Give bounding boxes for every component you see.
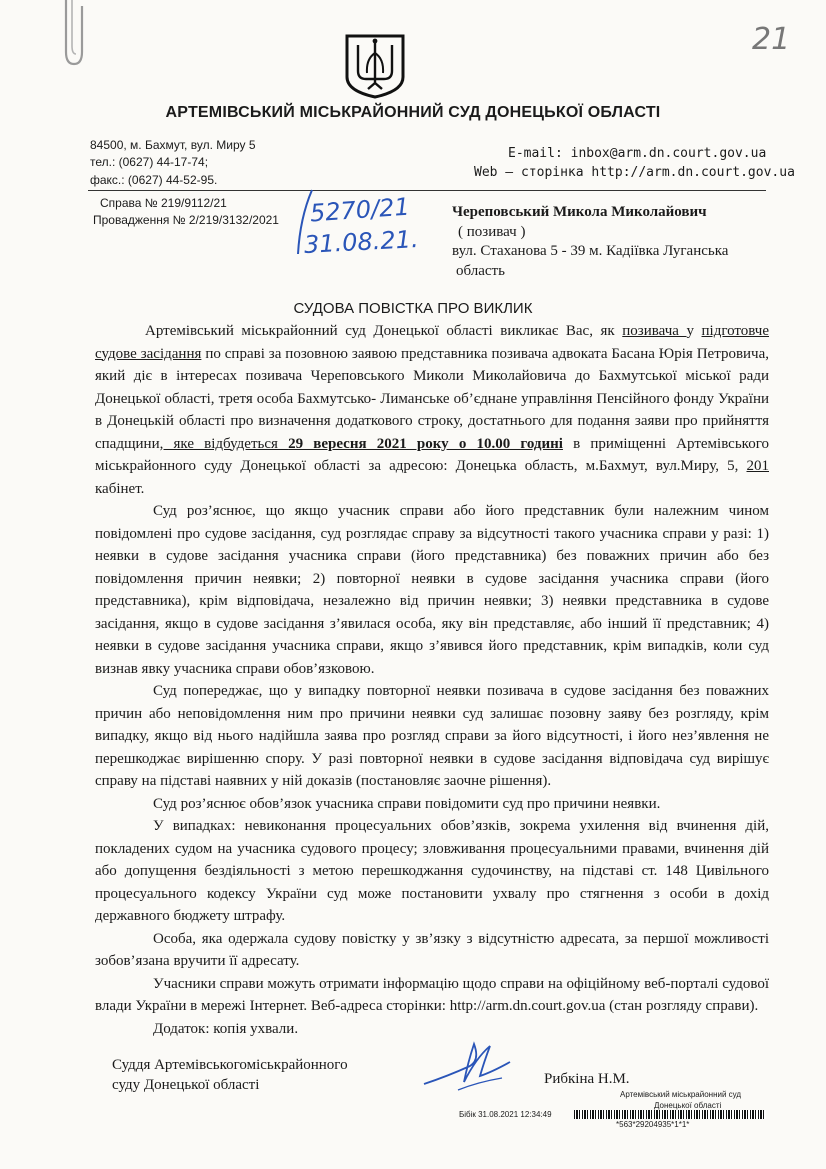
document-body	[95, 320, 769, 1040]
judge-signature	[418, 1032, 518, 1096]
proceeding-number: Провадження № 2/219/3132/2021	[93, 213, 279, 227]
paragraph-delivery: Особа, яка одержала судову повістку у зв’язку з відсутністю адресата, за першої можливості зобов’язана вручити її адресату.	[95, 930, 769, 969]
paragraph-notify-duty: Суд роз’яснює обов’язок учасника справи повідомити суд про причини неявки.	[153, 795, 661, 812]
court-web: Web – сторінка http://arm.dn.court.gov.ua	[474, 165, 795, 180]
coat-of-arms-icon	[344, 33, 406, 99]
paragraph-warning: Суд попереджає, що у випадку повторної неявки позивача в судове засідання без поважних причин або неповідомлення ним про причини неявки суд залишає позовну заяву без розгляду, крім випадку, якщо від нього надійшла заява про розгляд справи за його відсутності, і його нез’явлення не перешкоджає вирішенню спору. У разі повторної неявки в судове засідання відповідача суд вирішує справу на підставі наявних у ній доказів (постановляє заочне рішення).	[95, 683, 769, 789]
signature-position-line2: суду Донецької області	[112, 1077, 260, 1093]
court-fax: факс.: (0627) 44-52-95.	[90, 173, 218, 187]
barcode-number: *563*29204935*1*1*	[616, 1120, 690, 1129]
court-phone: тел.: (0627) 44-17-74;	[90, 155, 209, 169]
recipient-address-line1: вул. Стаханова 5 - 39 м. Кадіївка Луганська	[452, 243, 729, 259]
paragraph-absence-rules: Суд роз’яснює, що якщо учасник справи або його представник були належним чином повідомлені про судове засідання, суд розглядає справу за відсутності такого учасника справи у разі: 1) неявки в судове засідання учасника справи (його представника) без поважних причин або без повідомлення причин неявки; 2) повторної неявки в судове засідання учасника справи (його представника), крім відповідача, незалежно від причин неявки; 3) неявки представника в судове засідання, якщо в судове засідання з’явилася особа, яку він представляє, або інший її представник; 4) неявки в судове засідання учасника справи, якщо з’явився його представник, крім випадків, коли суд визнав явку учасника справи обов’язковою.	[95, 503, 769, 677]
stamp-court-line1: Артемівський міськрайонний суд	[620, 1090, 742, 1099]
recipient-name: Череповський Микола Миколайович	[452, 204, 707, 220]
recipient-role: ( позивач )	[458, 224, 526, 240]
handwritten-page-number: 21	[752, 22, 791, 57]
signature-position-line1: Суддя Артемівськогоміськрайонного	[112, 1057, 348, 1073]
recipient-address-line2: область	[456, 263, 505, 279]
handwritten-registration-number: 5270/21	[309, 192, 411, 228]
paragraph-web-info: Учасники справи можуть отримати інформацію щодо справи на офіційному веб-порталі судової влади України в мережі Інтернет. Веб-адреса сторінки: http://arm.dn.court.gov.ua (стан розгляду справи).	[95, 975, 769, 1014]
stamp-court-line2: Донецької області	[654, 1101, 722, 1110]
case-number: Справа № 219/9112/21	[100, 196, 227, 210]
paper-clip-icon	[52, 0, 88, 70]
handwritten-registration-date: 31.08.21.	[303, 225, 420, 259]
barcode	[574, 1110, 766, 1119]
court-email: E-mail: inbox@arm.dn.court.gov.ua	[508, 146, 767, 161]
document-title: СУДОВА ПОВІСТКА ПРО ВИКЛИК	[293, 300, 533, 317]
header-divider	[88, 190, 766, 191]
stamp-user-time: Бібік 31.08.2021 12:34:49	[459, 1110, 552, 1119]
paragraph-attachment: Додаток: копія ухвали.	[153, 1020, 299, 1037]
court-address: 84500, м. Бахмут, вул. Миру 5	[90, 138, 256, 152]
paragraph-fine: У випадках: невиконання процесуальних обов’язків, зокрема ухилення від вчинення дій, покладених судом на учасника судового процесу; зловживання процесуальними правами, вчинення дій або допущення бездіяльності з метою перешкоджання судочинству, на підставі ст. 148 Цивільного процесуального кодексу України суд може постановити ухвалу про стягнення з особи в дохід державного бюджету штрафу.	[95, 818, 769, 924]
paragraph-summons: Артемівський міськрайонний суд Донецької області викликає Вас, як позивача у підготовче судове засідання по справі за позовною заявою представника позивача адвоката Басана Юрія Петровича, який діє в інтересах позивача Череповського Миколи Миколайовича до Бахмутської міської ради Донецької області, третя особа Бахмутсько- Лиманське об’єднане управління Пенсійного фонду України в Донецькій області про визначення додаткового строку, достатнього для подання заяви про прийняття спадщини, яке відбудеться 29 вересня 2021 року о 10.00 годині в приміщенні Артемівського міськрайонного суду Донецької області за адресою: Донецька область, м.Бахмут, вул.Миру, 5, 201 кабінет.	[95, 323, 770, 497]
judge-name: Рибкіна Н.М.	[544, 1071, 630, 1087]
court-name: АРТЕМІВСЬКИЙ МІСЬКРАЙОННИЙ СУД ДОНЕЦЬКОЇ ОБЛАСТІ	[165, 104, 661, 121]
